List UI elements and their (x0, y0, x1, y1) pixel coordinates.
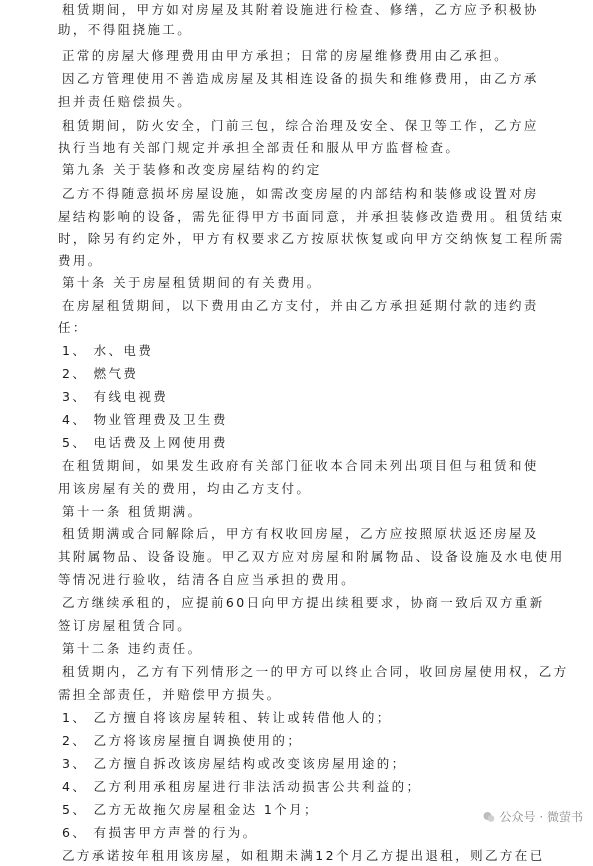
text-line: 在租赁期间，如果发生政府有关部门征收本合同未列出项目但与租赁和使 (62, 458, 539, 473)
wechat-icon (482, 810, 496, 824)
list-item: 1、 乙方擅自将该房屋转租、转让或转借他人的； (62, 710, 392, 725)
text-line: 签订房屋租赁合同。 (58, 618, 193, 633)
list-item: 6、 有损害甲方声誉的行为。 (62, 825, 258, 840)
list-item: 3、 有线电视费 (62, 389, 169, 404)
text-line: 用该房屋有关的费用，均由乙方支付。 (58, 481, 312, 496)
text-line: 在房屋租赁期间，以下费用由乙方支付，并由乙方承担延期付款的违约责 (62, 298, 539, 313)
section-heading: 第十二条 违约责任。 (62, 641, 203, 656)
text-line: 乙方继续承租的，应提前60日向甲方提出续租要求，协商一致后双方重新 (62, 595, 545, 610)
list-item: 5、 电话费及上网使用费 (62, 435, 228, 450)
list-item: 3、 乙方擅自拆改该房屋结构或改变该房屋用途的； (62, 756, 407, 771)
list-item: 4、 物业管理费及卫生费 (62, 412, 228, 427)
text-line: 时，除另有约定外，甲方有权要求乙方按原状恢复或向甲方交纳恢复工程所需 (58, 231, 565, 246)
text-line: 担并责任赔偿损失。 (58, 94, 193, 109)
text-line: 因乙方管理使用不善造成房屋及其相连设备的损失和维修费用，由乙方承 (62, 71, 539, 86)
text-line: 其附属物品、设备设施。甲乙双方应对房屋和附属物品、设备设施及水电使用 (58, 549, 565, 564)
section-heading: 第十一条 租赁期满。 (62, 504, 203, 519)
list-item: 1、 水、电费 (62, 343, 154, 358)
list-item: 5、 乙方无故拖欠房屋租金达 1个月； (62, 802, 319, 817)
watermark-text: 公众号 · 微萤书 (499, 810, 583, 824)
text-line: 费用。 (58, 253, 103, 268)
text-line: 需担全部责任，并赔偿甲方损失。 (58, 687, 282, 702)
text-line: 乙方承诺按年租用该房屋，如租期未满12个月乙方提出退租，则乙方在已 (62, 848, 545, 863)
text-line: 正常的房屋大修理费用由甲方承担；日常的房屋维修费用由乙承担。 (62, 48, 510, 63)
watermark (474, 808, 593, 827)
list-item: 2、 乙方将该房屋擅自调换使用的； (62, 733, 303, 748)
text-line: 租赁期内，乙方有下列情形之一的甲方可以终止合同，收回房屋使用权，乙方 (62, 664, 569, 679)
text-line: 乙方不得随意损坏房屋设施，如需改变房屋的内部结构和装修或设置对房 (62, 186, 539, 201)
text-line: 租赁期间，甲方如对房屋及其附着设施进行检查、修缮，乙方应予积极协 (62, 2, 539, 17)
section-heading: 第十条 关于房屋租赁期间的有关费用。 (62, 275, 322, 290)
text-line: 助，不得阻挠施工。 (58, 22, 193, 37)
text-line: 执行当地有关部门规定并承担全部责任和服从甲方监督检查。 (58, 140, 461, 155)
list-item: 2、 燃气费 (62, 366, 139, 381)
text-line: 屋结构影响的设备，需先征得甲方书面同意，并承担装修改造费用。租赁结束 (58, 209, 565, 224)
text-line: 任： (58, 320, 88, 335)
text-line: 等情况进行验收，结清各自应当承担的费用。 (58, 572, 357, 587)
section-heading: 第九条 关于装修和改变房屋结构的约定 (62, 162, 322, 177)
text-line: 租赁期间，防火安全，门前三包，综合治理及安全、保卫等工作，乙方应 (62, 118, 539, 133)
text-line: 租赁期满或合同解除后，甲方有权收回房屋，乙方应按照原状返还房屋及 (62, 526, 539, 541)
list-item: 4、 乙方利用承租房屋进行非法活动损害公共利益的； (62, 779, 422, 794)
